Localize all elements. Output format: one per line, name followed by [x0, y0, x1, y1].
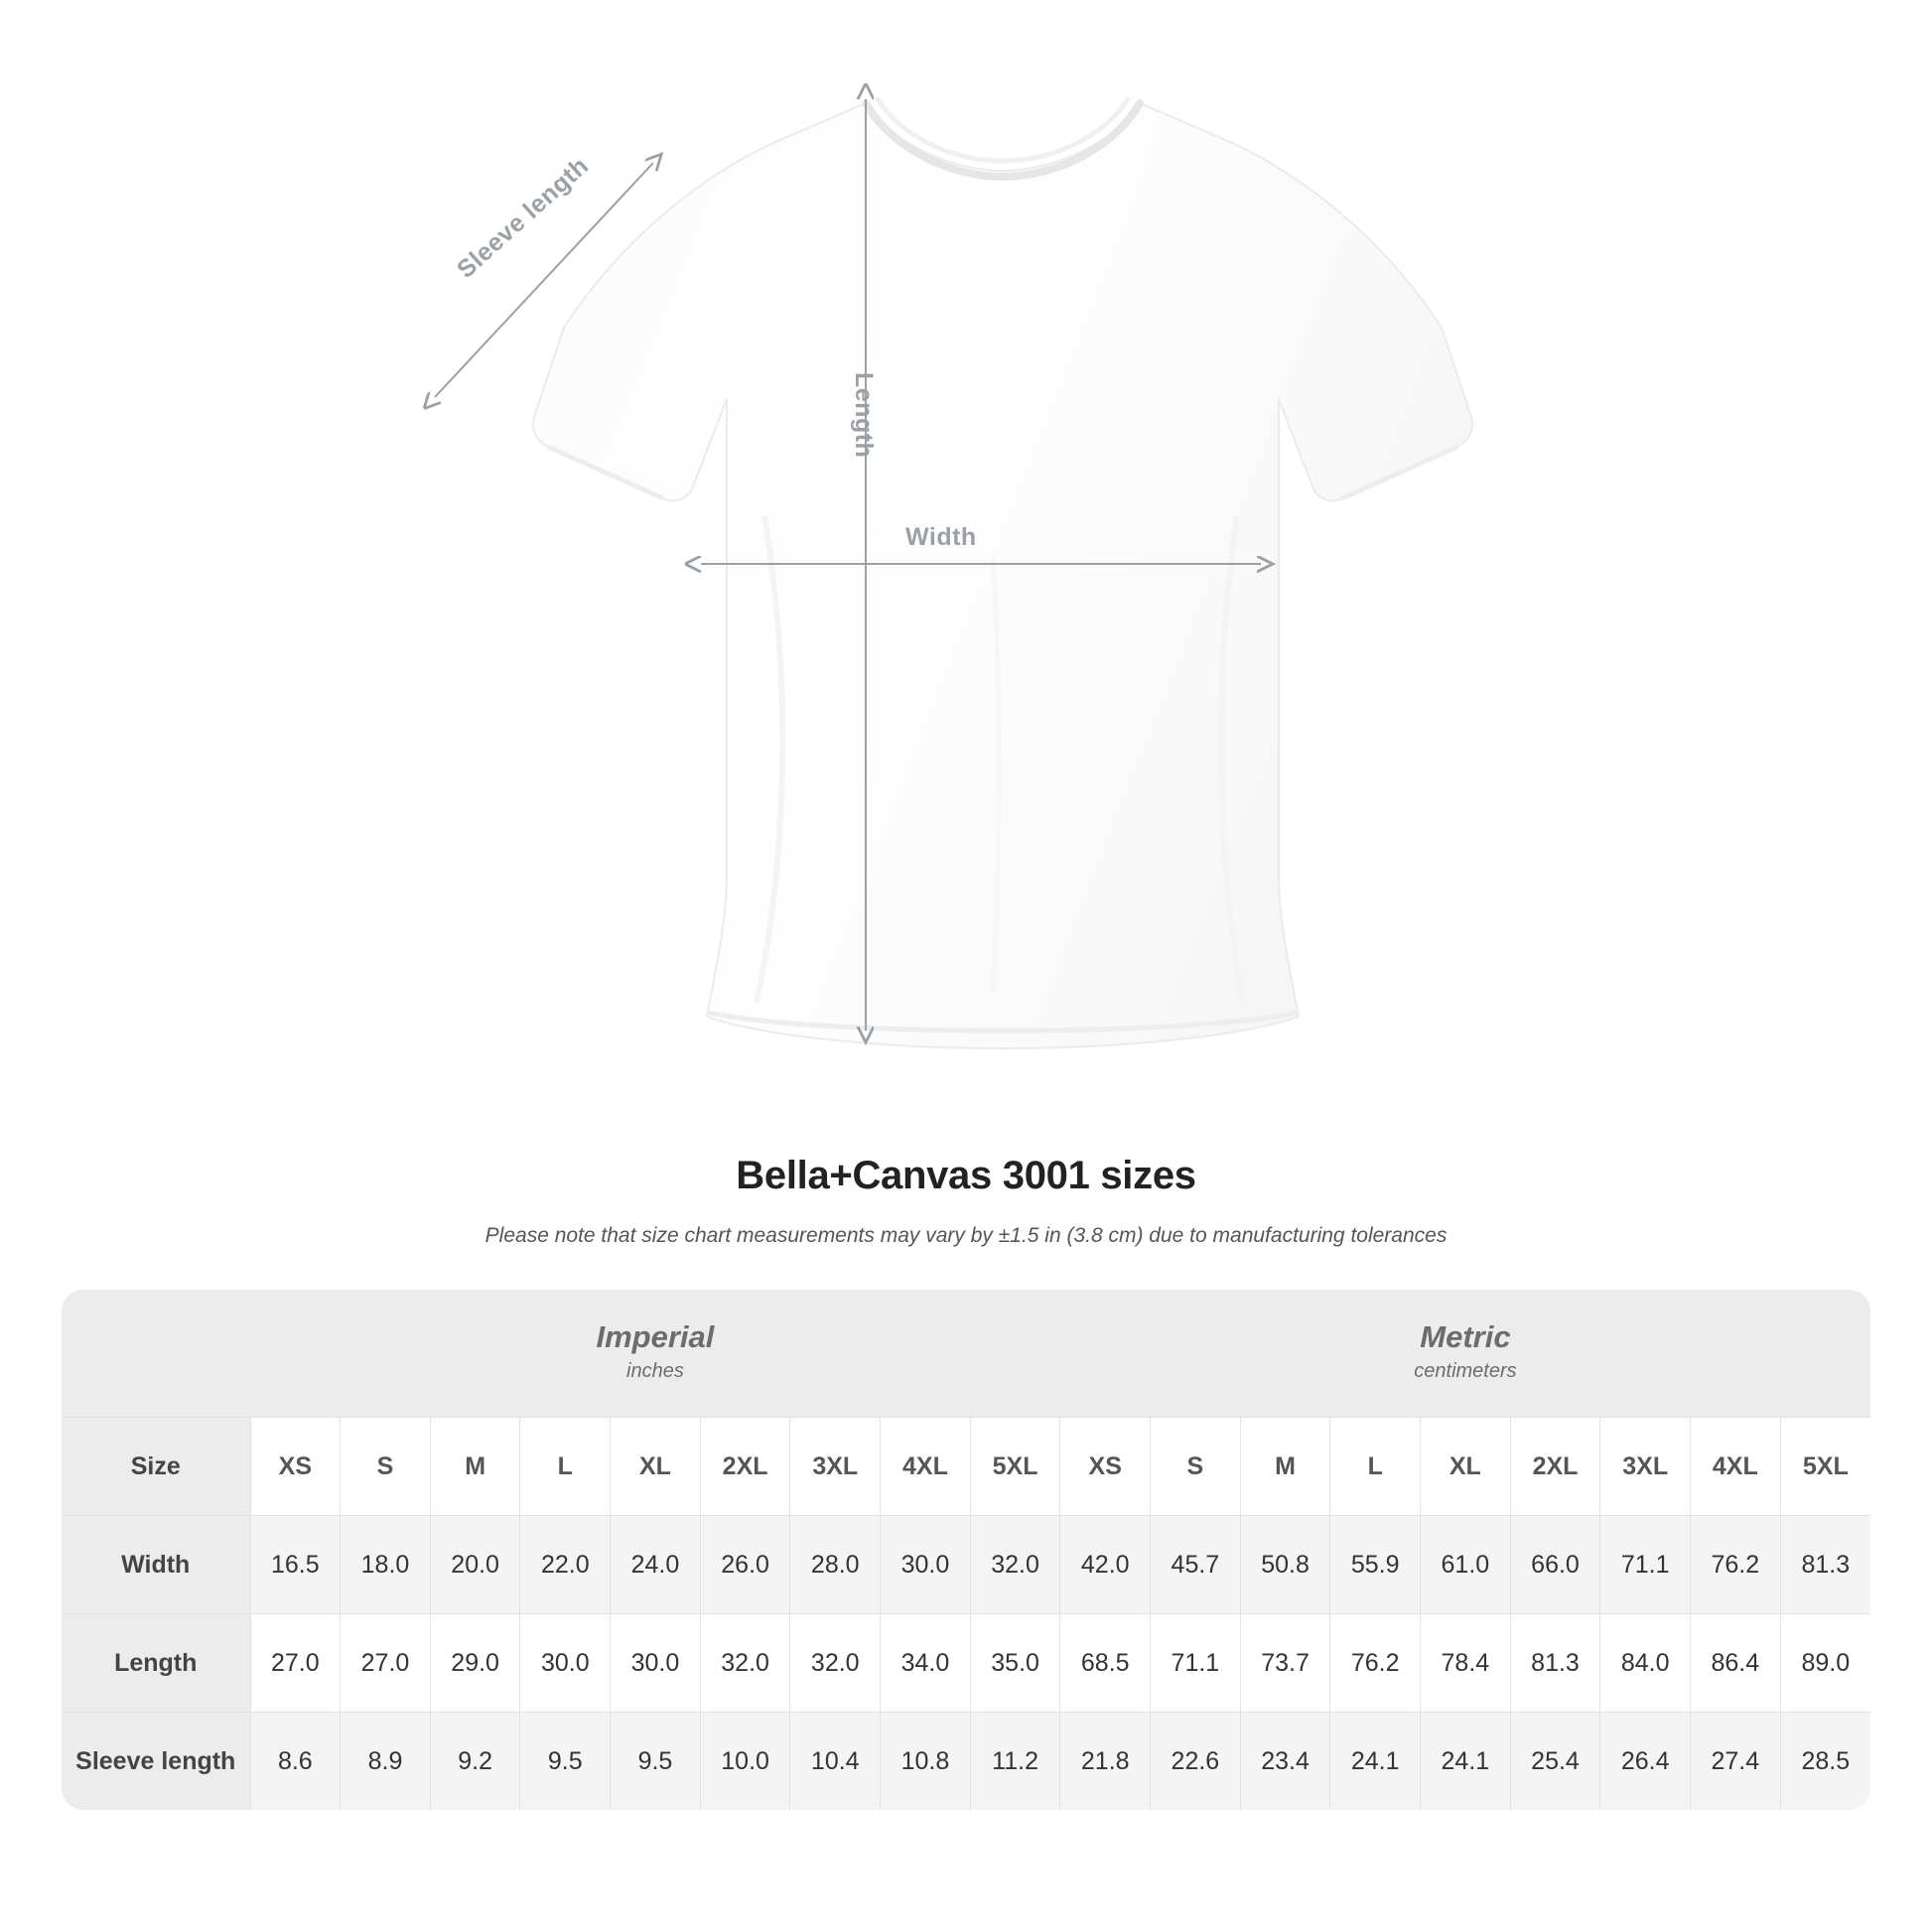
chart-headings [0, 1154, 1932, 1248]
cell-length-metric-s: 71.1 [1151, 1614, 1241, 1713]
cell-width-imperial-m: 20.0 [430, 1516, 520, 1614]
cell-length-imperial-3xl: 32.0 [790, 1614, 881, 1713]
cell-sleeve-metric-4xl: 27.4 [1691, 1713, 1781, 1811]
width-label: Width [905, 523, 977, 551]
size-header-imperial-xl: XL [611, 1418, 701, 1516]
size-header-metric-3xl: 3XL [1600, 1418, 1691, 1516]
cell-sleeve-imperial-2xl: 10.0 [700, 1713, 790, 1811]
cell-sleeve-metric-xl: 24.1 [1421, 1713, 1511, 1811]
size-header-imperial-5xl: 5XL [970, 1418, 1060, 1516]
cell-sleeve-metric-m: 23.4 [1240, 1713, 1330, 1811]
cell-width-imperial-2xl: 26.0 [700, 1516, 790, 1614]
cell-length-metric-3xl: 84.0 [1600, 1614, 1691, 1713]
unit-metric [1060, 1290, 1870, 1418]
cell-length-imperial-l: 30.0 [520, 1614, 611, 1713]
table-row-length [62, 1614, 1870, 1713]
cell-sleeve-metric-s: 22.6 [1151, 1713, 1241, 1811]
cell-width-imperial-xl: 24.0 [611, 1516, 701, 1614]
size-header-metric-m: M [1240, 1418, 1330, 1516]
cell-width-metric-4xl: 76.2 [1691, 1516, 1781, 1614]
size-header-metric-xl: XL [1421, 1418, 1511, 1516]
size-header-row [62, 1418, 1870, 1516]
cell-sleeve-metric-xs: 21.8 [1060, 1713, 1151, 1811]
cell-length-imperial-5xl: 35.0 [970, 1614, 1060, 1713]
unit-imperial [250, 1290, 1060, 1418]
cell-sleeve-metric-3xl: 26.4 [1600, 1713, 1691, 1811]
unit-header-row [62, 1290, 1870, 1418]
size-header-metric-5xl: 5XL [1780, 1418, 1870, 1516]
unit-spacer [62, 1290, 250, 1418]
cell-width-metric-xs: 42.0 [1060, 1516, 1151, 1614]
table-row-sleeve-length [62, 1713, 1870, 1811]
size-header-imperial-l: L [520, 1418, 611, 1516]
unit-imperial-subtitle: inches [626, 1359, 684, 1382]
cell-length-metric-2xl: 81.3 [1510, 1614, 1600, 1713]
cell-sleeve-imperial-m: 9.2 [430, 1713, 520, 1811]
cell-length-metric-5xl: 89.0 [1780, 1614, 1870, 1713]
cell-sleeve-metric-5xl: 28.5 [1780, 1713, 1870, 1811]
cell-length-metric-4xl: 86.4 [1691, 1614, 1781, 1713]
length-label: Length [850, 372, 878, 459]
cell-sleeve-metric-l: 24.1 [1330, 1713, 1421, 1811]
cell-width-imperial-l: 22.0 [520, 1516, 611, 1614]
cell-width-metric-xl: 61.0 [1421, 1516, 1511, 1614]
size-header-metric-2xl: 2XL [1510, 1418, 1600, 1516]
size-header-label: Size [62, 1418, 250, 1516]
cell-sleeve-imperial-4xl: 10.8 [881, 1713, 971, 1811]
unit-metric-subtitle: centimeters [1414, 1359, 1517, 1382]
tshirt-shape [533, 99, 1472, 1048]
cell-sleeve-imperial-3xl: 10.4 [790, 1713, 881, 1811]
cell-sleeve-metric-2xl: 25.4 [1510, 1713, 1600, 1811]
cell-length-imperial-xl: 30.0 [611, 1614, 701, 1713]
row-label-width: Width [62, 1516, 250, 1614]
size-table [62, 1290, 1870, 1810]
row-label-length: Length [62, 1614, 250, 1713]
cell-width-imperial-s: 18.0 [341, 1516, 431, 1614]
row-label-sleeve-length: Sleeve length [62, 1713, 250, 1811]
size-header-metric-xs: XS [1060, 1418, 1151, 1516]
cell-length-metric-xs: 68.5 [1060, 1614, 1151, 1713]
cell-length-metric-xl: 78.4 [1421, 1614, 1511, 1713]
cell-sleeve-imperial-xl: 9.5 [611, 1713, 701, 1811]
unit-imperial-title: Imperial [596, 1319, 715, 1355]
cell-width-imperial-4xl: 30.0 [881, 1516, 971, 1614]
size-header-metric-4xl: 4XL [1691, 1418, 1781, 1516]
cell-width-metric-m: 50.8 [1240, 1516, 1330, 1614]
cell-sleeve-imperial-s: 8.9 [341, 1713, 431, 1811]
size-header-imperial-m: M [430, 1418, 520, 1516]
unit-metric-title: Metric [1420, 1319, 1511, 1355]
size-header-imperial-xs: XS [250, 1418, 341, 1516]
cell-length-imperial-xs: 27.0 [250, 1614, 341, 1713]
cell-width-metric-l: 55.9 [1330, 1516, 1421, 1614]
cell-length-imperial-2xl: 32.0 [700, 1614, 790, 1713]
cell-width-imperial-3xl: 28.0 [790, 1516, 881, 1614]
size-header-metric-l: L [1330, 1418, 1421, 1516]
size-header-metric-s: S [1151, 1418, 1241, 1516]
cell-length-imperial-4xl: 34.0 [881, 1614, 971, 1713]
cell-width-metric-s: 45.7 [1151, 1516, 1241, 1614]
cell-sleeve-imperial-l: 9.5 [520, 1713, 611, 1811]
size-header-imperial-2xl: 2XL [700, 1418, 790, 1516]
page-title: Bella+Canvas 3001 sizes [736, 1154, 1196, 1197]
cell-length-imperial-m: 29.0 [430, 1614, 520, 1713]
cell-length-imperial-s: 27.0 [341, 1614, 431, 1713]
tolerance-note: Please note that size chart measurements may vary by ±1.5 in (3.8 cm) due to manufacturing tolerances [484, 1224, 1448, 1247]
size-table-container [62, 1290, 1870, 1810]
table-row-width [62, 1516, 1870, 1614]
cell-length-metric-l: 76.2 [1330, 1614, 1421, 1713]
cell-width-metric-3xl: 71.1 [1600, 1516, 1691, 1614]
cell-sleeve-imperial-5xl: 11.2 [970, 1713, 1060, 1811]
cell-width-metric-5xl: 81.3 [1780, 1516, 1870, 1614]
size-header-imperial-4xl: 4XL [881, 1418, 971, 1516]
cell-width-imperial-5xl: 32.0 [970, 1516, 1060, 1614]
cell-sleeve-imperial-xs: 8.6 [250, 1713, 341, 1811]
size-header-imperial-s: S [341, 1418, 431, 1516]
sleeve-length-label: Sleeve length [452, 151, 595, 284]
cell-length-metric-m: 73.7 [1240, 1614, 1330, 1713]
cell-width-imperial-xs: 16.5 [250, 1516, 341, 1614]
cell-width-metric-2xl: 66.0 [1510, 1516, 1600, 1614]
size-header-imperial-3xl: 3XL [790, 1418, 881, 1516]
